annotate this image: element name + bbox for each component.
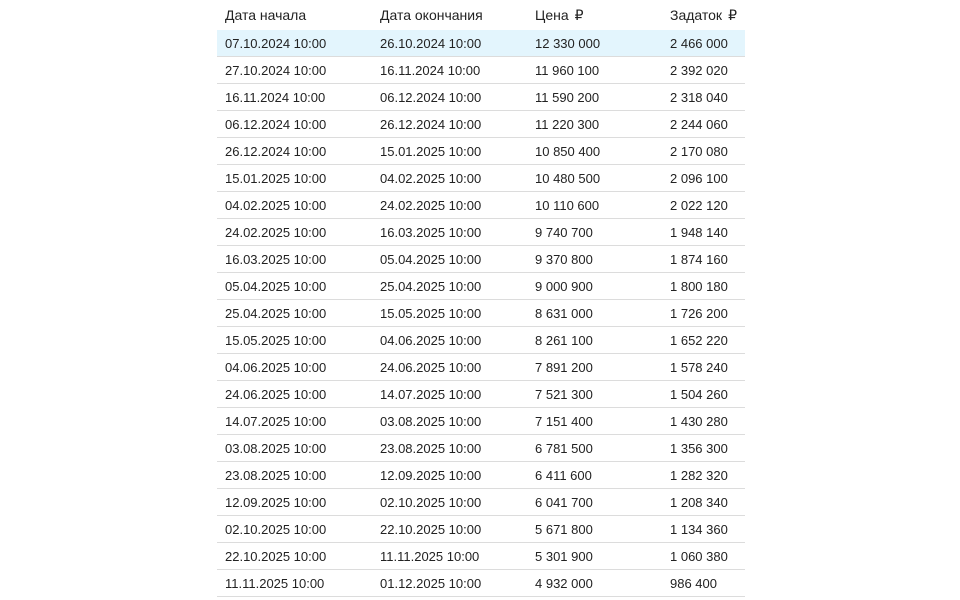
cell-start-date: 24.06.2025 10:00	[217, 381, 372, 408]
table-row[interactable]	[217, 381, 745, 408]
cell-deposit: 1 874 160	[662, 246, 745, 273]
cell-start-date: 25.04.2025 10:00	[217, 300, 372, 327]
cell-end-date: 15.05.2025 10:00	[372, 300, 527, 327]
cell-deposit: 1 430 280	[662, 408, 745, 435]
cell-deposit: 1 134 360	[662, 516, 745, 543]
header-row	[217, 0, 745, 30]
cell-start-date: 11.11.2025 10:00	[217, 570, 372, 597]
cell-deposit: 2 022 120	[662, 192, 745, 219]
cell-start-date: 06.12.2024 10:00	[217, 111, 372, 138]
cell-price: 11 960 100	[527, 57, 662, 84]
cell-price: 9 000 900	[527, 273, 662, 300]
table-row[interactable]	[217, 57, 745, 84]
table-row[interactable]	[217, 219, 745, 246]
cell-end-date: 23.08.2025 10:00	[372, 435, 527, 462]
cell-end-date: 15.01.2025 10:00	[372, 138, 527, 165]
cell-price: 6 781 500	[527, 435, 662, 462]
cell-price: 8 631 000	[527, 300, 662, 327]
cell-deposit: 1 208 340	[662, 489, 745, 516]
cell-start-date: 16.11.2024 10:00	[217, 84, 372, 111]
table-row[interactable]	[217, 165, 745, 192]
table-row[interactable]	[217, 489, 745, 516]
cell-end-date: 14.07.2025 10:00	[372, 381, 527, 408]
cell-end-date: 16.11.2024 10:00	[372, 57, 527, 84]
table-row[interactable]	[217, 30, 745, 57]
cell-end-date: 04.06.2025 10:00	[372, 327, 527, 354]
cell-deposit: 1 948 140	[662, 219, 745, 246]
table-row[interactable]	[217, 273, 745, 300]
cell-price: 11 220 300	[527, 111, 662, 138]
cell-price: 10 480 500	[527, 165, 662, 192]
cell-start-date: 07.10.2024 10:00	[217, 30, 372, 57]
table-row[interactable]	[217, 516, 745, 543]
cell-price: 10 110 600	[527, 192, 662, 219]
table-row[interactable]	[217, 462, 745, 489]
cell-price: 5 301 900	[527, 543, 662, 570]
cell-start-date: 04.06.2025 10:00	[217, 354, 372, 381]
ruble-icon: ₽	[574, 6, 584, 23]
cell-deposit: 1 282 320	[662, 462, 745, 489]
cell-start-date: 27.10.2024 10:00	[217, 57, 372, 84]
header-start-date: Дата начала	[225, 7, 307, 23]
cell-deposit: 2 466 000	[662, 30, 745, 57]
cell-start-date: 15.05.2025 10:00	[217, 327, 372, 354]
cell-end-date: 26.10.2024 10:00	[372, 30, 527, 57]
table-header	[217, 0, 745, 30]
cell-deposit: 2 170 080	[662, 138, 745, 165]
cell-start-date: 16.03.2025 10:00	[217, 246, 372, 273]
cell-deposit: 1 800 180	[662, 273, 745, 300]
ruble-icon: ₽	[728, 6, 737, 23]
table-row[interactable]	[217, 84, 745, 111]
cell-start-date: 26.12.2024 10:00	[217, 138, 372, 165]
header-price: Цена ₽	[535, 6, 584, 23]
cell-end-date: 22.10.2025 10:00	[372, 516, 527, 543]
cell-end-date: 04.02.2025 10:00	[372, 165, 527, 192]
table-row[interactable]	[217, 192, 745, 219]
cell-start-date: 04.02.2025 10:00	[217, 192, 372, 219]
cell-end-date: 26.12.2024 10:00	[372, 111, 527, 138]
table-row[interactable]	[217, 570, 745, 597]
table-row[interactable]	[217, 111, 745, 138]
header-deposit: Задаток ₽	[670, 6, 737, 23]
cell-start-date: 15.01.2025 10:00	[217, 165, 372, 192]
cell-price: 12 330 000	[527, 30, 662, 57]
cell-start-date: 12.09.2025 10:00	[217, 489, 372, 516]
cell-deposit: 1 652 220	[662, 327, 745, 354]
table-body	[217, 30, 745, 597]
cell-end-date: 24.06.2025 10:00	[372, 354, 527, 381]
cell-price: 7 521 300	[527, 381, 662, 408]
cell-deposit: 2 096 100	[662, 165, 745, 192]
cell-end-date: 02.10.2025 10:00	[372, 489, 527, 516]
cell-deposit: 986 400	[662, 570, 745, 597]
cell-price: 7 151 400	[527, 408, 662, 435]
cell-price: 8 261 100	[527, 327, 662, 354]
table-row[interactable]	[217, 354, 745, 381]
cell-price: 9 740 700	[527, 219, 662, 246]
cell-end-date: 11.11.2025 10:00	[372, 543, 527, 570]
cell-deposit: 1 060 380	[662, 543, 745, 570]
cell-price: 5 671 800	[527, 516, 662, 543]
cell-start-date: 03.08.2025 10:00	[217, 435, 372, 462]
cell-end-date: 01.12.2025 10:00	[372, 570, 527, 597]
cell-deposit: 2 318 040	[662, 84, 745, 111]
table-row[interactable]	[217, 543, 745, 570]
cell-deposit: 1 726 200	[662, 300, 745, 327]
cell-end-date: 12.09.2025 10:00	[372, 462, 527, 489]
cell-price: 7 891 200	[527, 354, 662, 381]
cell-price: 10 850 400	[527, 138, 662, 165]
cell-end-date: 03.08.2025 10:00	[372, 408, 527, 435]
cell-price: 6 041 700	[527, 489, 662, 516]
cell-price: 9 370 800	[527, 246, 662, 273]
cell-end-date: 16.03.2025 10:00	[372, 219, 527, 246]
cell-end-date: 06.12.2024 10:00	[372, 84, 527, 111]
price-schedule-table	[217, 0, 745, 597]
cell-deposit: 2 244 060	[662, 111, 745, 138]
cell-start-date: 24.02.2025 10:00	[217, 219, 372, 246]
cell-start-date: 05.04.2025 10:00	[217, 273, 372, 300]
table-row[interactable]	[217, 408, 745, 435]
cell-price: 6 411 600	[527, 462, 662, 489]
cell-price: 11 590 200	[527, 84, 662, 111]
cell-end-date: 25.04.2025 10:00	[372, 273, 527, 300]
cell-deposit: 1 356 300	[662, 435, 745, 462]
cell-start-date: 02.10.2025 10:00	[217, 516, 372, 543]
cell-price: 4 932 000	[527, 570, 662, 597]
cell-deposit: 2 392 020	[662, 57, 745, 84]
cell-start-date: 22.10.2025 10:00	[217, 543, 372, 570]
cell-end-date: 24.02.2025 10:00	[372, 192, 527, 219]
cell-start-date: 14.07.2025 10:00	[217, 408, 372, 435]
table-row[interactable]	[217, 435, 745, 462]
table-row[interactable]	[217, 327, 745, 354]
table-row[interactable]	[217, 138, 745, 165]
cell-end-date: 05.04.2025 10:00	[372, 246, 527, 273]
cell-start-date: 23.08.2025 10:00	[217, 462, 372, 489]
table-row[interactable]	[217, 300, 745, 327]
header-end-date: Дата окончания	[380, 7, 483, 23]
cell-deposit: 1 504 260	[662, 381, 745, 408]
table-row[interactable]	[217, 246, 745, 273]
cell-deposit: 1 578 240	[662, 354, 745, 381]
